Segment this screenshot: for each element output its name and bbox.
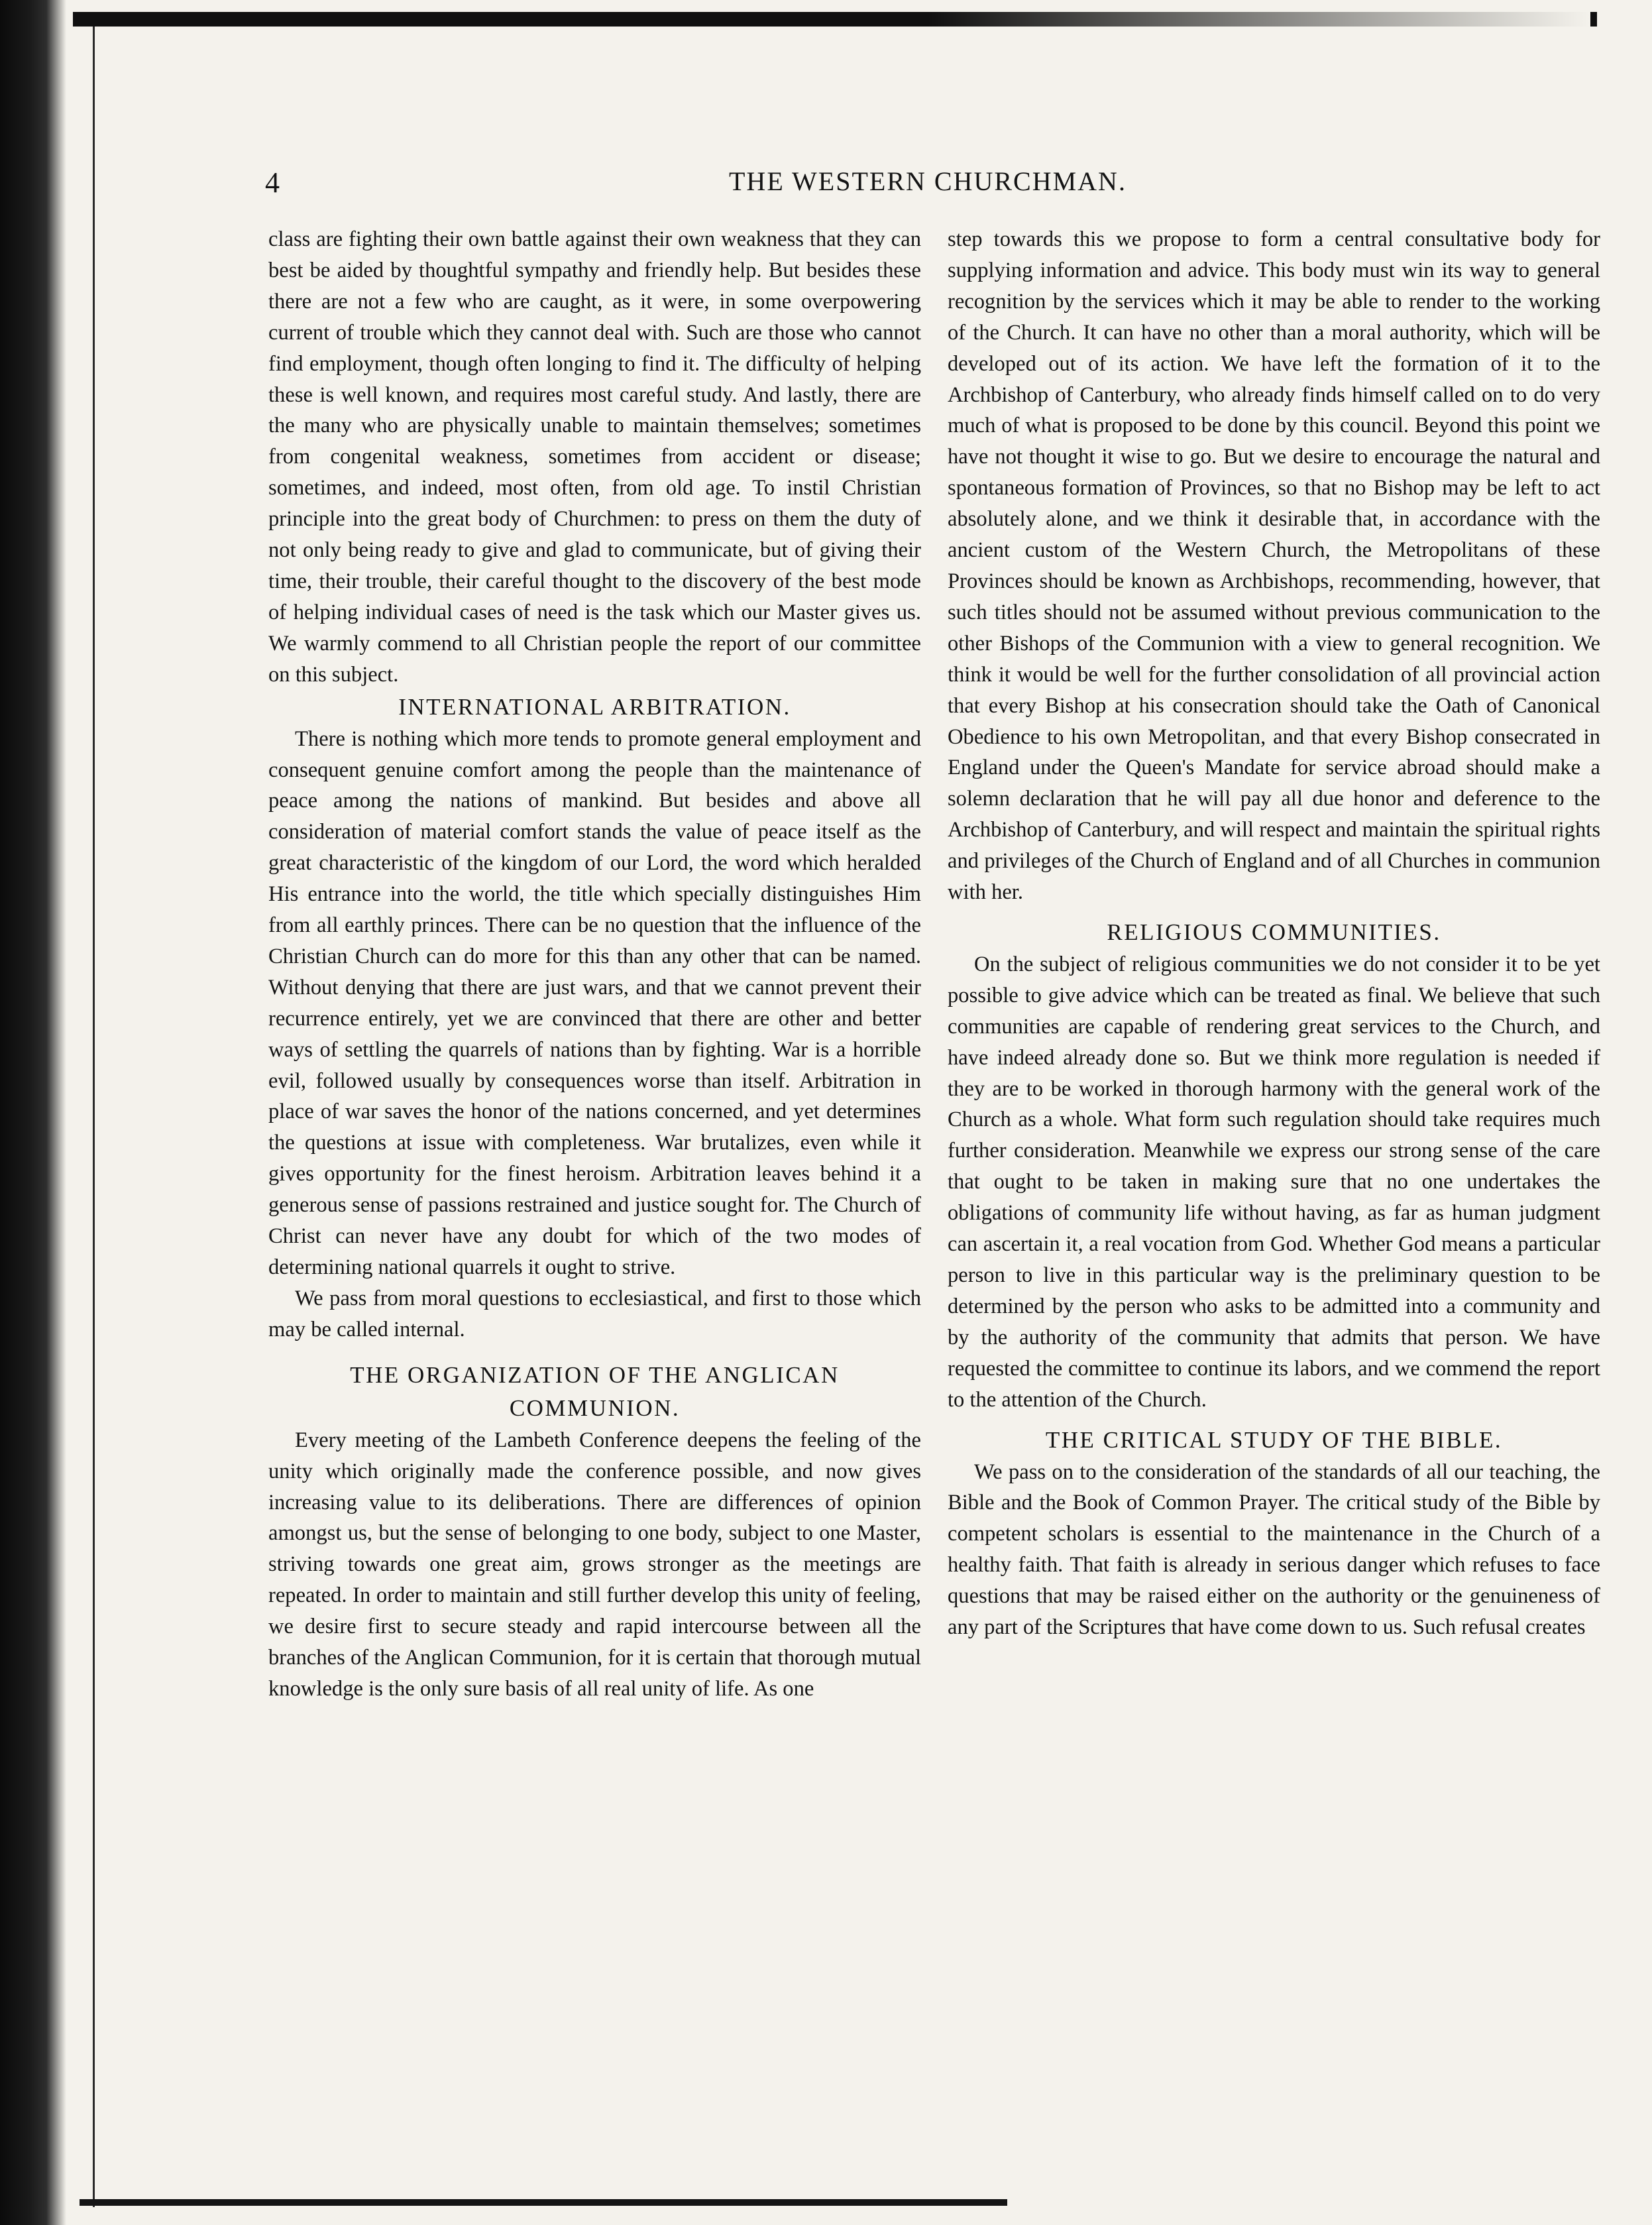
top-scan-border-fade [928,12,1590,27]
paragraph-lambeth-conference: Every meeting of the Lambeth Conference deepens the feeling of the unity which originally made the conference possible, and now gives increasing value to its deliberations. There are differences of opinion amongst us, but the sense of belonging to one body, subject to one Master, striving towards one great aim, grows stronger as the meetings are repeated. In order to maintain and still further develop this unity of feeling, we desire first to secure steady and rapid intercourse between all the branches of the Anglican Communion, for it is certain that thorough mutual knowledge is the only sure basis of all real unity of life. As one [268,1428,921,1701]
paragraph-ecclesiastical: We pass from moral questions to ecclesiastical, and first to those which may be called internal. [268,1286,921,1341]
heading-religious-communities: RELIGIOUS COMMUNITIES. [1107,919,1441,945]
paragraph-consultative-body: step towards this we propose to form a central consultative body for supplying information and advice. This body must win its way to general recognition by the services which it may be able to render to the working of the Church. It can have no other than a moral authority, which will be developed out of its action. We have left the formation of it to the Archbishop of Canterbury, who already finds himself called on to do very much of what is proposed to be done by this council. Beyond this point we have not thought it wise to go. But we desire to encourage the natural and spontaneous formation of Provinces, so that no Bishop may be left to act absolutely alone, and we think it desirable that, in accordance with the ancient custom of the Western Church, the Metropolitans of these Provinces should be known as Archbishops, recommending, however, that such titles should not be assumed without previous communication to the other Bishops of the Communion with a view to general recognition. We think it would be well for the further consolidation of all provincial action that every Bishop at his consecration should take the Oath of Canonical Obedience to his own Metropolitan, and that every Bishop consecrated in England under the Queen's Mandate for service abroad should make a solemn declaration that he will pay all due honor and deference to the Archbishop of Canterbury, and will respect and maintain the spiritual rights and privileges of the Church of England and of all Churches in communion with her. [948,227,1600,905]
paragraph-charity: class are fighting their own battle against their own weakness that they can best be aided by thoughtful sympathy and friendly help. But besides these there are not a few who are caught, as it were, in some overpowering current of trouble which they cannot deal with. Such are those who cannot find employment, though often longing to find it. The difficulty of helping these is well known, and requires most careful study. And lastly, there are the many who are physically unable to maintain themselves; sometimes from congenital weakness, sometimes from accident or disease; sometimes, and indeed, most often, from old age. To instil Christian principle into the great body of Churchmen: to press on them the duty of not only being ready to give and glad to communicate, but of giving their time, their trouble, their careful thought to the discovery of the best mode of helping individual cases of need is the task which our Master gives us. We warmly commend to all Christian people the report of our committee on this subject. [268,227,921,687]
heading-organization-anglican-communion: THE ORGANIZATION OF THE ANGLICAN COMMUNION. [350,1361,840,1421]
journal-title: THE WESTERN CHURCHMAN. [729,166,1127,196]
paragraph-arbitration: There is nothing which more tends to promote general employment and consequent genuine comfort among the people than the maintenance of peace among the nations of mankind. But besides and above all consideration of material comfort stands the value of peace itself as the great characteristic of the kingdom of our Lord, the word which heralded His entrance into the world, the title which specially distinguishes Him from all earthly princes. There can be no question that the influence of the Christian Church can do more for this than any other that can be named. Without denying that there are just wars, and that we cannot prevent their recurrence entirely, yet we are convinced that there are other and better ways of settling the quarrels of nations than by fighting. War is a horrible evil, followed usually by consequences worse than itself. Arbitration in place of war saves the honor of the nations concerned, and yet determines the questions at issue with completeness. War brutalizes, even while it gives opportunity for the finest heroism. Arbitration leaves behind it a generous sense of passions restrained and justice sought for. The Church of Christ can never have any doubt for which of the two modes of determining national quarrels it ought to strive. [268,726,921,1279]
paragraph-critical-study: We pass on to the consideration of the standards of all our teaching, the Bible and the Book of Common Prayer. The critical study of the Bible by competent scholars is essential to the maintenance in the Church of a healthy faith. That faith is already in serious danger which refuses to face questions that may be raised either on the authority or the genuineness of any part of the Scriptures that have come down to us. Such refusal creates [948,1459,1600,1640]
paragraph-religious-communities: On the subject of religious communities we do not consider it to be yet possible to give advice which can be treated as final. We believe that such communities are capable of rendering great services to the Church, and have indeed already done so. But we think more regulation is needed if they are to be worked in thorough harmony with the general work of the Church as a whole. What form such regulation should take requires much further consideration. Meanwhile we express our strong sense of the care that ought to be taken in making sure that no one undertakes the obligations of community life without having, as far as human judgment can ascertain it, a real vocation from God. Whether God means a particular person to live in this particular way is the preliminary question to be determined by the person who asks to be admitted into a community and by the authority of the community that admits that person. We have requested the committee to continue its labors, and we commend the report to the attention of the Church. [948,952,1600,1412]
scan-binding-shadow [0,0,66,2225]
heading-critical-study-bible: THE CRITICAL STUDY OF THE BIBLE. [1045,1426,1503,1453]
scan-edge-line [93,20,95,2207]
bottom-scan-border [80,2199,1007,2206]
right-column [948,224,1600,1643]
page-number: 4 [265,166,280,199]
running-head [265,166,1624,205]
left-column [268,224,921,1705]
heading-international-arbitration: INTERNATIONAL ARBITRATION. [398,693,791,720]
